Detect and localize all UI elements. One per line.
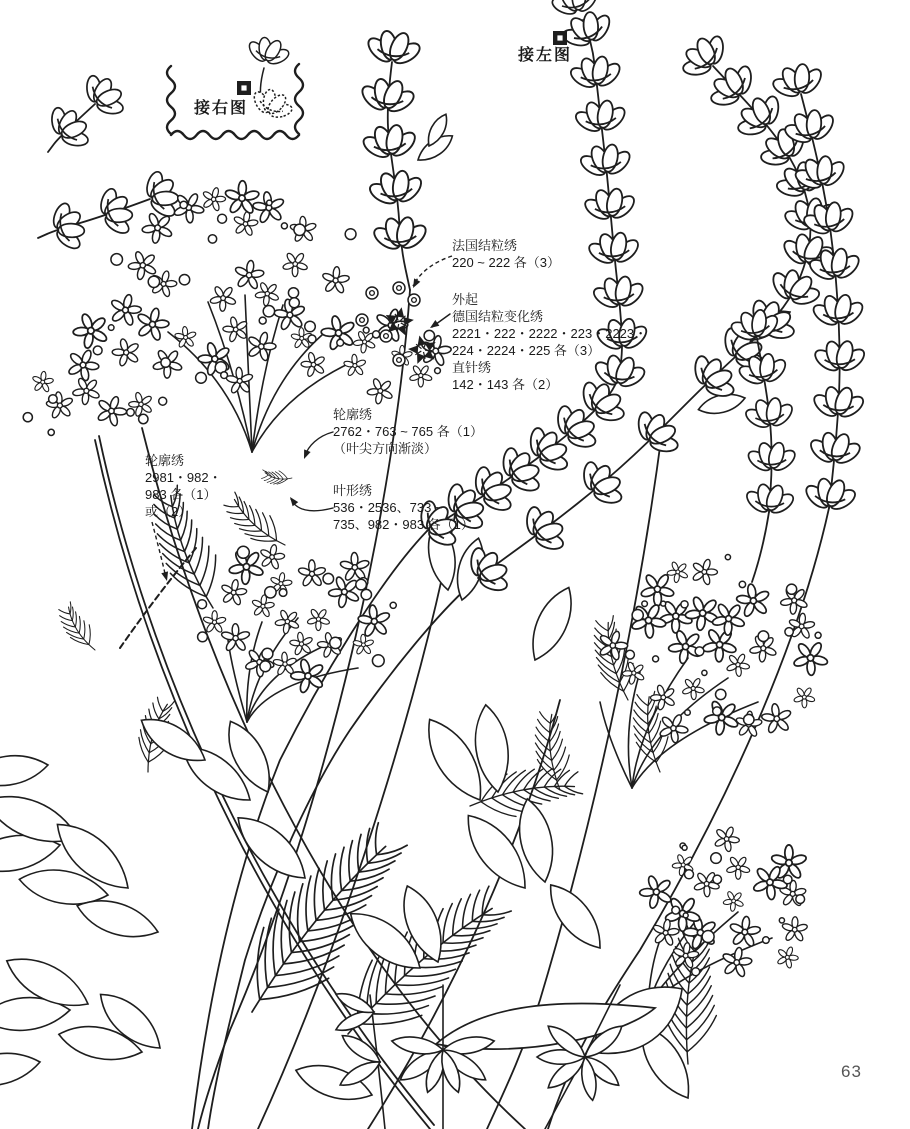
annotation-line: 或（2）	[145, 504, 192, 519]
page-break-marker-icon	[237, 81, 251, 95]
annotation-line: 外起	[452, 292, 479, 307]
annotation-line: 2981・982・	[145, 470, 222, 485]
slender-leaf	[0, 751, 50, 791]
fern-leaf	[54, 600, 103, 657]
page-break-marker-icon	[553, 31, 567, 45]
annotation-line: 轮廓绣	[333, 407, 373, 422]
slender-leaf	[539, 876, 611, 957]
annotation-german-knot	[452, 291, 647, 393]
fern-leaf	[531, 709, 574, 793]
annotation-outline-stitch-mid	[333, 406, 483, 457]
annotation-outline-stitch-left	[145, 452, 222, 520]
annotation-line: 直针绣	[452, 360, 492, 375]
annotation-line: 德国结粒变化绣	[452, 309, 544, 324]
slender-leaf	[0, 1047, 43, 1092]
annotation-line: （叶尖方向渐淡）	[333, 441, 438, 456]
annotation-line: 983 各（1）	[145, 487, 217, 502]
annotation-line: 142・143 各（2）	[452, 377, 559, 392]
annotation-line: 735、982・983 各（1）	[333, 517, 474, 532]
connector-label-left: 接左图	[518, 47, 573, 64]
annotation-line: 220 ~ 222 各（3）	[452, 255, 561, 270]
annotation-french-knot	[452, 237, 560, 271]
fern-leaf	[219, 489, 294, 558]
annotation-line: 224・2224・225 各（3）	[452, 343, 601, 358]
annotation-line: 2762・763 ~ 765 各（1）	[333, 424, 483, 439]
annotation-leaf-stitch	[333, 482, 474, 533]
annotation-line: 法国结粒绣	[452, 238, 518, 253]
fern-leaf	[261, 469, 293, 487]
flower-clusters	[23, 175, 832, 983]
annotation-line: 2221・222・2222・223・2223・	[452, 326, 648, 341]
connector-label-right: 接右图	[194, 100, 249, 117]
page-number: 63	[841, 1062, 862, 1081]
annotation-line: 叶形绣	[333, 483, 373, 498]
slender-leaf	[522, 581, 582, 666]
annotation-line: 536・2536、733 ~	[333, 500, 443, 515]
annotation-line: 轮廓绣	[145, 453, 185, 468]
continuation-box	[167, 32, 303, 139]
